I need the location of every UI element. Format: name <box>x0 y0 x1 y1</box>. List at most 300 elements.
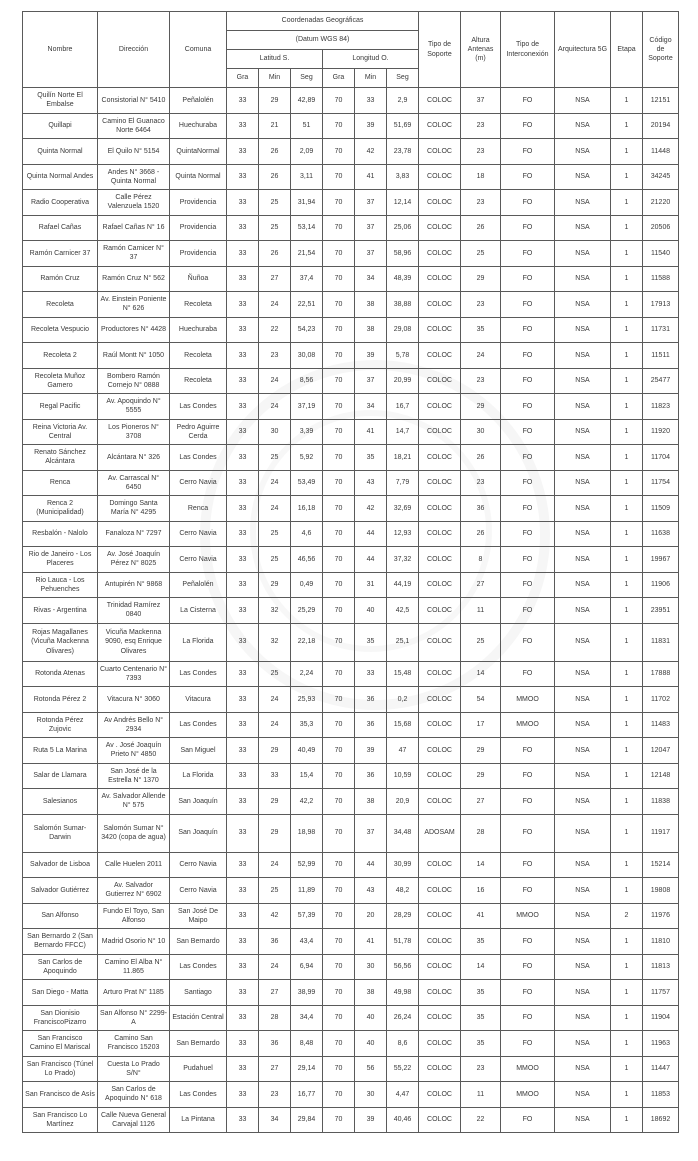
cell-nombre: San Francisco (Túnel Lo Prado) <box>23 1056 98 1082</box>
cell-lon-gra: 70 <box>323 547 355 573</box>
cell-interconexion: MMOO <box>501 903 555 929</box>
header-coordenadas: Coordenadas Geográficas <box>227 12 419 31</box>
cell-lat-gra: 33 <box>227 929 259 955</box>
cell-lat-gra: 33 <box>227 215 259 241</box>
cell-lon-gra: 70 <box>323 88 355 114</box>
cell-comuna: Recoleta <box>170 343 227 369</box>
cell-lon-min: 30 <box>355 954 387 980</box>
cell-direccion: Cuarto Centenario N° 7393 <box>98 661 170 687</box>
cell-lon-min: 36 <box>355 763 387 789</box>
cell-altura: 30 <box>461 419 501 445</box>
cell-etapa: 1 <box>611 292 643 318</box>
cell-comuna: Estación Central <box>170 1005 227 1031</box>
cell-lat-gra: 33 <box>227 317 259 343</box>
cell-direccion: Calle Pérez Valenzuela 1520 <box>98 190 170 216</box>
cell-lon-min: 44 <box>355 521 387 547</box>
cell-nombre: Salvador de Lisboa <box>23 852 98 878</box>
cell-lon-min: 56 <box>355 1056 387 1082</box>
cell-lat-min: 25 <box>259 547 291 573</box>
table-row <box>23 470 679 496</box>
cell-codigo: 11704 <box>643 445 679 471</box>
cell-lon-gra: 70 <box>323 852 355 878</box>
cell-interconexion: FO <box>501 88 555 114</box>
header-direccion: Dirección <box>98 12 170 88</box>
cell-altura: 41 <box>461 903 501 929</box>
cell-nombre: Radio Cooperativa <box>23 190 98 216</box>
cell-lat-gra: 33 <box>227 661 259 687</box>
cell-lon-min: 37 <box>355 215 387 241</box>
cell-direccion: Consistorial N° 5410 <box>98 88 170 114</box>
cell-codigo: 19967 <box>643 547 679 573</box>
cell-altura: 25 <box>461 241 501 267</box>
header-lon-seg: Seg <box>387 69 419 88</box>
cell-lat-gra: 33 <box>227 1107 259 1133</box>
cell-lat-min: 24 <box>259 687 291 713</box>
cell-lon-gra: 70 <box>323 954 355 980</box>
cell-lon-seg: 29,08 <box>387 317 419 343</box>
cell-tipo-soporte: COLOC <box>419 687 461 713</box>
cell-lon-min: 39 <box>355 738 387 764</box>
cell-lat-min: 28 <box>259 1005 291 1031</box>
cell-comuna: Peñalolén <box>170 88 227 114</box>
cell-lon-seg: 20,9 <box>387 789 419 815</box>
cell-codigo: 11757 <box>643 980 679 1006</box>
cell-codigo: 11638 <box>643 521 679 547</box>
cell-etapa: 1 <box>611 738 643 764</box>
cell-lat-seg: 11,89 <box>291 878 323 904</box>
cell-direccion: Ramón Cruz N° 562 <box>98 266 170 292</box>
cell-lat-min: 42 <box>259 903 291 929</box>
cell-altura: 8 <box>461 547 501 573</box>
cell-direccion: Cuesta Lo Prado S/N° <box>98 1056 170 1082</box>
cell-comuna: Cerro Navia <box>170 470 227 496</box>
cell-lon-gra: 70 <box>323 496 355 522</box>
cell-direccion: Fanaloza N° 7297 <box>98 521 170 547</box>
cell-lat-seg: 31,94 <box>291 190 323 216</box>
table-row <box>23 419 679 445</box>
cell-etapa: 1 <box>611 1031 643 1057</box>
table-row <box>23 292 679 318</box>
cell-lat-gra: 33 <box>227 190 259 216</box>
cell-etapa: 1 <box>611 661 643 687</box>
cell-etapa: 1 <box>611 445 643 471</box>
cell-nombre: Rivas - Argentina <box>23 598 98 624</box>
cell-lat-seg: 42,89 <box>291 88 323 114</box>
cell-lon-seg: 14,7 <box>387 419 419 445</box>
cell-comuna: QuintaNormal <box>170 139 227 165</box>
cell-altura: 23 <box>461 113 501 139</box>
cell-lat-seg: 16,77 <box>291 1082 323 1108</box>
table-row <box>23 139 679 165</box>
cell-lon-seg: 48,2 <box>387 878 419 904</box>
cell-interconexion: FO <box>501 929 555 955</box>
cell-nombre: Salomón Sumar-Darwin <box>23 814 98 852</box>
cell-comuna: San Bernardo <box>170 1031 227 1057</box>
cell-lon-min: 40 <box>355 1005 387 1031</box>
cell-etapa: 1 <box>611 266 643 292</box>
table-row <box>23 88 679 114</box>
cell-codigo: 11702 <box>643 687 679 713</box>
cell-interconexion: FO <box>501 215 555 241</box>
cell-nombre: Quillapi <box>23 113 98 139</box>
cell-comuna: San Joaquín <box>170 814 227 852</box>
cell-lon-min: 43 <box>355 878 387 904</box>
cell-tipo-soporte: COLOC <box>419 852 461 878</box>
cell-codigo: 11810 <box>643 929 679 955</box>
cell-interconexion: FO <box>501 139 555 165</box>
cell-lat-seg: 38,99 <box>291 980 323 1006</box>
cell-lat-gra: 33 <box>227 394 259 420</box>
cell-altura: 27 <box>461 789 501 815</box>
table-row <box>23 763 679 789</box>
cell-lon-gra: 70 <box>323 394 355 420</box>
cell-lat-min: 26 <box>259 164 291 190</box>
cell-lat-seg: 22,18 <box>291 623 323 661</box>
cell-arquitectura: NSA <box>555 266 611 292</box>
cell-lat-seg: 35,3 <box>291 712 323 738</box>
cell-lat-min: 29 <box>259 572 291 598</box>
cell-lon-seg: 26,24 <box>387 1005 419 1031</box>
cell-nombre: San Alfonso <box>23 903 98 929</box>
cell-interconexion: FO <box>501 1005 555 1031</box>
cell-lon-min: 34 <box>355 266 387 292</box>
cell-lat-gra: 33 <box>227 738 259 764</box>
cell-lon-seg: 8,6 <box>387 1031 419 1057</box>
cell-direccion: El Quilo N° 5154 <box>98 139 170 165</box>
header-interconexion: Tipo de Interconexión <box>501 12 555 88</box>
cell-lon-seg: 34,48 <box>387 814 419 852</box>
cell-lat-seg: 34,4 <box>291 1005 323 1031</box>
cell-etapa: 1 <box>611 343 643 369</box>
cell-tipo-soporte: COLOC <box>419 661 461 687</box>
cell-lat-min: 25 <box>259 661 291 687</box>
cell-comuna: San Bernardo <box>170 929 227 955</box>
cell-tipo-soporte: COLOC <box>419 292 461 318</box>
cell-codigo: 11853 <box>643 1082 679 1108</box>
cell-lon-seg: 58,96 <box>387 241 419 267</box>
cell-codigo: 11906 <box>643 572 679 598</box>
cell-lat-gra: 33 <box>227 687 259 713</box>
cell-arquitectura: NSA <box>555 317 611 343</box>
cell-nombre: Rotonda Pérez Zujovic <box>23 712 98 738</box>
cell-arquitectura: NSA <box>555 419 611 445</box>
cell-arquitectura: NSA <box>555 661 611 687</box>
cell-tipo-soporte: COLOC <box>419 1031 461 1057</box>
cell-lat-gra: 33 <box>227 419 259 445</box>
table-row <box>23 814 679 852</box>
cell-lat-min: 23 <box>259 343 291 369</box>
table-row <box>23 1005 679 1031</box>
cell-lon-min: 40 <box>355 1031 387 1057</box>
cell-lat-gra: 33 <box>227 292 259 318</box>
cell-codigo: 25477 <box>643 368 679 394</box>
cell-lon-min: 36 <box>355 712 387 738</box>
cell-lon-seg: 44,19 <box>387 572 419 598</box>
cell-interconexion: FO <box>501 343 555 369</box>
cell-altura: 14 <box>461 852 501 878</box>
cell-altura: 37 <box>461 88 501 114</box>
cell-lon-gra: 70 <box>323 789 355 815</box>
cell-lat-min: 24 <box>259 496 291 522</box>
cell-interconexion: FO <box>501 547 555 573</box>
cell-altura: 28 <box>461 814 501 852</box>
cell-lat-seg: 2,09 <box>291 139 323 165</box>
cell-nombre: San Diego - Matta <box>23 980 98 1006</box>
cell-lat-seg: 21,54 <box>291 241 323 267</box>
table-row <box>23 343 679 369</box>
cell-lon-gra: 70 <box>323 292 355 318</box>
header-datum: (Datum WGS 84) <box>227 31 419 50</box>
cell-lon-min: 42 <box>355 496 387 522</box>
cell-nombre: San Bernardo 2 (San Bernardo FFCC) <box>23 929 98 955</box>
cell-etapa: 1 <box>611 878 643 904</box>
table-row <box>23 980 679 1006</box>
table-row <box>23 266 679 292</box>
cell-etapa: 1 <box>611 1056 643 1082</box>
cell-altura: 23 <box>461 139 501 165</box>
cell-lon-gra: 70 <box>323 814 355 852</box>
cell-direccion: Calle Huelen 2011 <box>98 852 170 878</box>
cell-lon-seg: 15,68 <box>387 712 419 738</box>
cell-nombre: Rojas Magallanes (Vicuña Mackenna Olivares) <box>23 623 98 661</box>
cell-nombre: Salesianos <box>23 789 98 815</box>
cell-direccion: Salomón Sumar N° 3420 (copa de agua) <box>98 814 170 852</box>
cell-etapa: 1 <box>611 598 643 624</box>
cell-lon-seg: 28,29 <box>387 903 419 929</box>
cell-etapa: 1 <box>611 190 643 216</box>
header-lat-min: Min <box>259 69 291 88</box>
cell-lat-min: 29 <box>259 88 291 114</box>
cell-altura: 29 <box>461 266 501 292</box>
cell-interconexion: FO <box>501 980 555 1006</box>
cell-etapa: 1 <box>611 547 643 573</box>
cell-interconexion: FO <box>501 496 555 522</box>
cell-direccion: Domingo Santa María N° 4295 <box>98 496 170 522</box>
cell-codigo: 11448 <box>643 139 679 165</box>
table-row <box>23 241 679 267</box>
cell-comuna: La Pintana <box>170 1107 227 1133</box>
cell-interconexion: FO <box>501 113 555 139</box>
cell-lat-gra: 33 <box>227 139 259 165</box>
cell-arquitectura: NSA <box>555 368 611 394</box>
cell-lat-min: 27 <box>259 266 291 292</box>
cell-comuna: Cerro Navia <box>170 547 227 573</box>
cell-interconexion: FO <box>501 521 555 547</box>
antenna-sites-table <box>22 11 679 1133</box>
cell-lon-seg: 30,99 <box>387 852 419 878</box>
cell-lat-gra: 33 <box>227 1082 259 1108</box>
cell-nombre: San Dionisio FranciscoPizarro <box>23 1005 98 1031</box>
cell-altura: 23 <box>461 1056 501 1082</box>
cell-altura: 26 <box>461 521 501 547</box>
cell-lon-seg: 38,88 <box>387 292 419 318</box>
cell-lon-seg: 42,5 <box>387 598 419 624</box>
table-row <box>23 929 679 955</box>
cell-arquitectura: NSA <box>555 190 611 216</box>
cell-arquitectura: NSA <box>555 814 611 852</box>
cell-codigo: 20194 <box>643 113 679 139</box>
cell-altura: 35 <box>461 1005 501 1031</box>
cell-etapa: 1 <box>611 368 643 394</box>
cell-lon-gra: 70 <box>323 470 355 496</box>
cell-tipo-soporte: COLOC <box>419 712 461 738</box>
cell-lon-min: 34 <box>355 394 387 420</box>
cell-arquitectura: NSA <box>555 1107 611 1133</box>
cell-lat-seg: 8,48 <box>291 1031 323 1057</box>
cell-lat-gra: 33 <box>227 164 259 190</box>
cell-etapa: 2 <box>611 903 643 929</box>
cell-lon-seg: 15,48 <box>387 661 419 687</box>
cell-lat-seg: 5,92 <box>291 445 323 471</box>
header-lat-gra: Gra <box>227 69 259 88</box>
cell-lon-seg: 25,06 <box>387 215 419 241</box>
cell-arquitectura: NSA <box>555 712 611 738</box>
cell-lat-min: 21 <box>259 113 291 139</box>
cell-lon-seg: 40,46 <box>387 1107 419 1133</box>
cell-lat-min: 25 <box>259 521 291 547</box>
cell-tipo-soporte: COLOC <box>419 470 461 496</box>
cell-arquitectura: NSA <box>555 241 611 267</box>
cell-comuna: Santiago <box>170 980 227 1006</box>
cell-tipo-soporte: COLOC <box>419 190 461 216</box>
cell-lat-min: 30 <box>259 419 291 445</box>
cell-lon-gra: 70 <box>323 661 355 687</box>
cell-tipo-soporte: COLOC <box>419 929 461 955</box>
cell-lon-gra: 70 <box>323 368 355 394</box>
cell-nombre: Reina Victoria Av. Central <box>23 419 98 445</box>
cell-lon-gra: 70 <box>323 878 355 904</box>
cell-tipo-soporte: COLOC <box>419 1056 461 1082</box>
cell-lon-seg: 37,32 <box>387 547 419 573</box>
cell-lon-seg: 18,21 <box>387 445 419 471</box>
cell-interconexion: FO <box>501 368 555 394</box>
cell-lon-gra: 70 <box>323 1107 355 1133</box>
cell-altura: 14 <box>461 661 501 687</box>
cell-etapa: 1 <box>611 929 643 955</box>
cell-tipo-soporte: COLOC <box>419 598 461 624</box>
cell-etapa: 1 <box>611 1005 643 1031</box>
cell-comuna: Providencia <box>170 190 227 216</box>
cell-lon-seg: 3,83 <box>387 164 419 190</box>
cell-direccion: San Carlos de Apoquindo N° 618 <box>98 1082 170 1108</box>
cell-direccion: Ramón Carnicer N° 37 <box>98 241 170 267</box>
table-row <box>23 954 679 980</box>
cell-interconexion: FO <box>501 878 555 904</box>
cell-comuna: Huechuraba <box>170 113 227 139</box>
cell-tipo-soporte: COLOC <box>419 419 461 445</box>
cell-etapa: 1 <box>611 113 643 139</box>
cell-tipo-soporte: COLOC <box>419 572 461 598</box>
cell-altura: 23 <box>461 292 501 318</box>
cell-nombre: Recoleta Vespucio <box>23 317 98 343</box>
table-row <box>23 852 679 878</box>
cell-lon-min: 37 <box>355 368 387 394</box>
cell-codigo: 11813 <box>643 954 679 980</box>
cell-nombre: Salar de Llamara <box>23 763 98 789</box>
cell-altura: 26 <box>461 215 501 241</box>
cell-comuna: Providencia <box>170 215 227 241</box>
cell-codigo: 11976 <box>643 903 679 929</box>
cell-lon-gra: 70 <box>323 903 355 929</box>
cell-arquitectura: NSA <box>555 1005 611 1031</box>
cell-nombre: San Francisco Lo Martínez <box>23 1107 98 1133</box>
cell-interconexion: FO <box>501 661 555 687</box>
cell-codigo: 11447 <box>643 1056 679 1082</box>
cell-lat-gra: 33 <box>227 343 259 369</box>
cell-codigo: 11540 <box>643 241 679 267</box>
cell-codigo: 11511 <box>643 343 679 369</box>
cell-codigo: 12151 <box>643 88 679 114</box>
cell-lat-min: 24 <box>259 852 291 878</box>
cell-tipo-soporte: COLOC <box>419 763 461 789</box>
cell-comuna: Las Condes <box>170 712 227 738</box>
cell-direccion: Trinidad Ramírez 0840 <box>98 598 170 624</box>
cell-lon-min: 44 <box>355 547 387 573</box>
table-row <box>23 1082 679 1108</box>
cell-altura: 35 <box>461 980 501 1006</box>
cell-lat-gra: 33 <box>227 623 259 661</box>
cell-altura: 23 <box>461 470 501 496</box>
cell-nombre: Ramón Cruz <box>23 266 98 292</box>
cell-tipo-soporte: COLOC <box>419 445 461 471</box>
cell-lat-seg: 18,98 <box>291 814 323 852</box>
cell-codigo: 15214 <box>643 852 679 878</box>
cell-lat-seg: 46,56 <box>291 547 323 573</box>
cell-tipo-soporte: COLOC <box>419 496 461 522</box>
cell-direccion: Madrid Osorio N° 10 <box>98 929 170 955</box>
cell-comuna: La Florida <box>170 623 227 661</box>
table-row <box>23 394 679 420</box>
cell-codigo: 12148 <box>643 763 679 789</box>
cell-lon-seg: 51,78 <box>387 929 419 955</box>
cell-lat-min: 23 <box>259 1082 291 1108</box>
cell-lon-gra: 70 <box>323 419 355 445</box>
cell-arquitectura: NSA <box>555 547 611 573</box>
header-nombre: Nombre <box>23 12 98 88</box>
cell-direccion: Alcántara N° 326 <box>98 445 170 471</box>
cell-direccion: Los Pioneros N° 3708 <box>98 419 170 445</box>
cell-lon-gra: 70 <box>323 317 355 343</box>
cell-lon-seg: 56,56 <box>387 954 419 980</box>
cell-lat-seg: 29,14 <box>291 1056 323 1082</box>
cell-lon-gra: 70 <box>323 929 355 955</box>
cell-lat-min: 24 <box>259 954 291 980</box>
cell-lat-min: 29 <box>259 789 291 815</box>
cell-lon-min: 41 <box>355 419 387 445</box>
cell-codigo: 11509 <box>643 496 679 522</box>
cell-comuna: Cerro Navia <box>170 878 227 904</box>
cell-lon-min: 38 <box>355 980 387 1006</box>
cell-interconexion: FO <box>501 241 555 267</box>
cell-interconexion: FO <box>501 763 555 789</box>
cell-lat-gra: 33 <box>227 1031 259 1057</box>
cell-lon-seg: 12,93 <box>387 521 419 547</box>
cell-nombre: Rio de Janeiro - Los Placeres <box>23 547 98 573</box>
cell-etapa: 1 <box>611 241 643 267</box>
cell-lat-min: 25 <box>259 215 291 241</box>
cell-arquitectura: NSA <box>555 215 611 241</box>
cell-comuna: La Cisterna <box>170 598 227 624</box>
cell-lat-seg: 16,18 <box>291 496 323 522</box>
cell-comuna: Peñalolén <box>170 572 227 598</box>
cell-arquitectura: NSA <box>555 598 611 624</box>
cell-etapa: 1 <box>611 394 643 420</box>
cell-lon-gra: 70 <box>323 1082 355 1108</box>
cell-arquitectura: NSA <box>555 878 611 904</box>
cell-comuna: Las Condes <box>170 445 227 471</box>
cell-codigo: 17888 <box>643 661 679 687</box>
cell-arquitectura: NSA <box>555 445 611 471</box>
